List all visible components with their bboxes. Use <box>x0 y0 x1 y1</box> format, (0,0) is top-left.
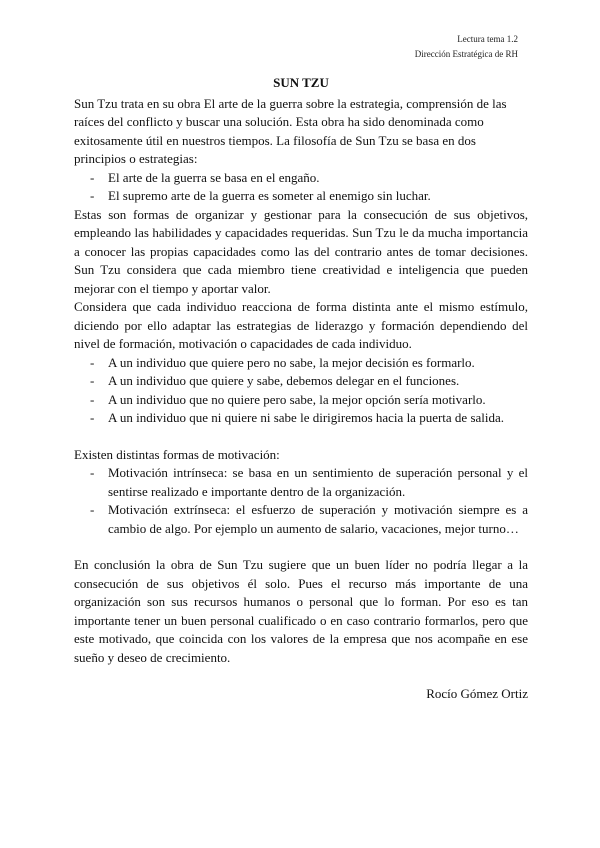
conclusion-paragraph: En conclusión la obra de Sun Tzu sugiere que un buen líder no podría llegar a la consecución de sus objetivos él solo. Pues el recurso más importante de una organización son sus recursos humanos o personal que lo forman. Por eso es tan importante tener un buen personal cualificado o en caso contrario formarlos, pero que este motivado, que coincida con los valores de la empresa que nos acompañe en ese sueño y deseo de crecimiento. <box>74 557 528 665</box>
list-item: - Motivación extrínseca: el esfuerzo de superación y motivación siempre es a cambio de algo. Por ejemplo un aumento de salario, vacaciones, mejor turno… <box>90 501 528 538</box>
intro-paragraph: Sun Tzu trata en su obra El arte de la guerra sobre la estrategia, comprensión de las raíces del conflicto y buscar una solución. Esta obra ha sido denominada como exitosamente útil en nuestros tiempos. La filosofía de Sun Tzu se basa en dos principios o estrategias: <box>74 95 507 166</box>
header-subject: Dirección Estratégica de RH <box>414 49 518 59</box>
list-item: - El arte de la guerra se basa en el engaño. <box>90 169 528 188</box>
list-item: - A un individuo que no quiere pero sabe, la mejor opción sería motivarlo. <box>90 391 528 410</box>
list-item: - Motivación intrínseca: se basa en un sentimiento de superación personal y el sentirse realizado e importante dentro de la organización. <box>90 464 528 501</box>
motivations-list <box>74 464 528 538</box>
list-item: - El supremo arte de la guerra es someter al enemigo sin luchar. <box>90 187 528 206</box>
page-header <box>415 32 518 62</box>
document-body <box>74 74 528 704</box>
spacer <box>74 428 528 446</box>
individuals-list <box>74 354 528 428</box>
document-title: SUN TZU <box>273 75 329 90</box>
motivation-intro: Existen distintas formas de motivación: <box>74 446 280 462</box>
list-item: - A un individuo que quiere pero no sabe, la mejor decisión es formarlo. <box>90 354 528 373</box>
principles-list <box>74 169 528 206</box>
spacer <box>74 538 528 556</box>
header-course: Lectura tema 1.2 <box>457 34 518 44</box>
list-item: - A un individuo que ni quiere ni sabe le dirigiremos hacia la puerta de salida. <box>90 409 528 428</box>
strategy-paragraph: Estas son formas de organizar y gestionar para la consecución de sus objetivos, empleando las habilidades y capacidades requeridas. Sun Tzu le da mucha importancia a conocer las propias capacidades como las del contrario antes de tomar decisiones. Sun Tzu considera que cada miembro tiene creatividad e inteligencia que pueden mejorar con el tiempo y aportar valor. <box>74 206 528 296</box>
author-signature: Rocío Gómez Ortiz <box>426 686 528 701</box>
individual-paragraph: Considera que cada individuo reacciona de forma distinta ante el mismo estímulo, diciendo por ello adaptar las estrategias de liderazgo y formación dependiendo del nivel de formación, motivación o capacidades de cada individuo. <box>74 299 528 351</box>
list-item: - A un individuo que quiere y sabe, debemos delegar en el funciones. <box>90 372 528 391</box>
